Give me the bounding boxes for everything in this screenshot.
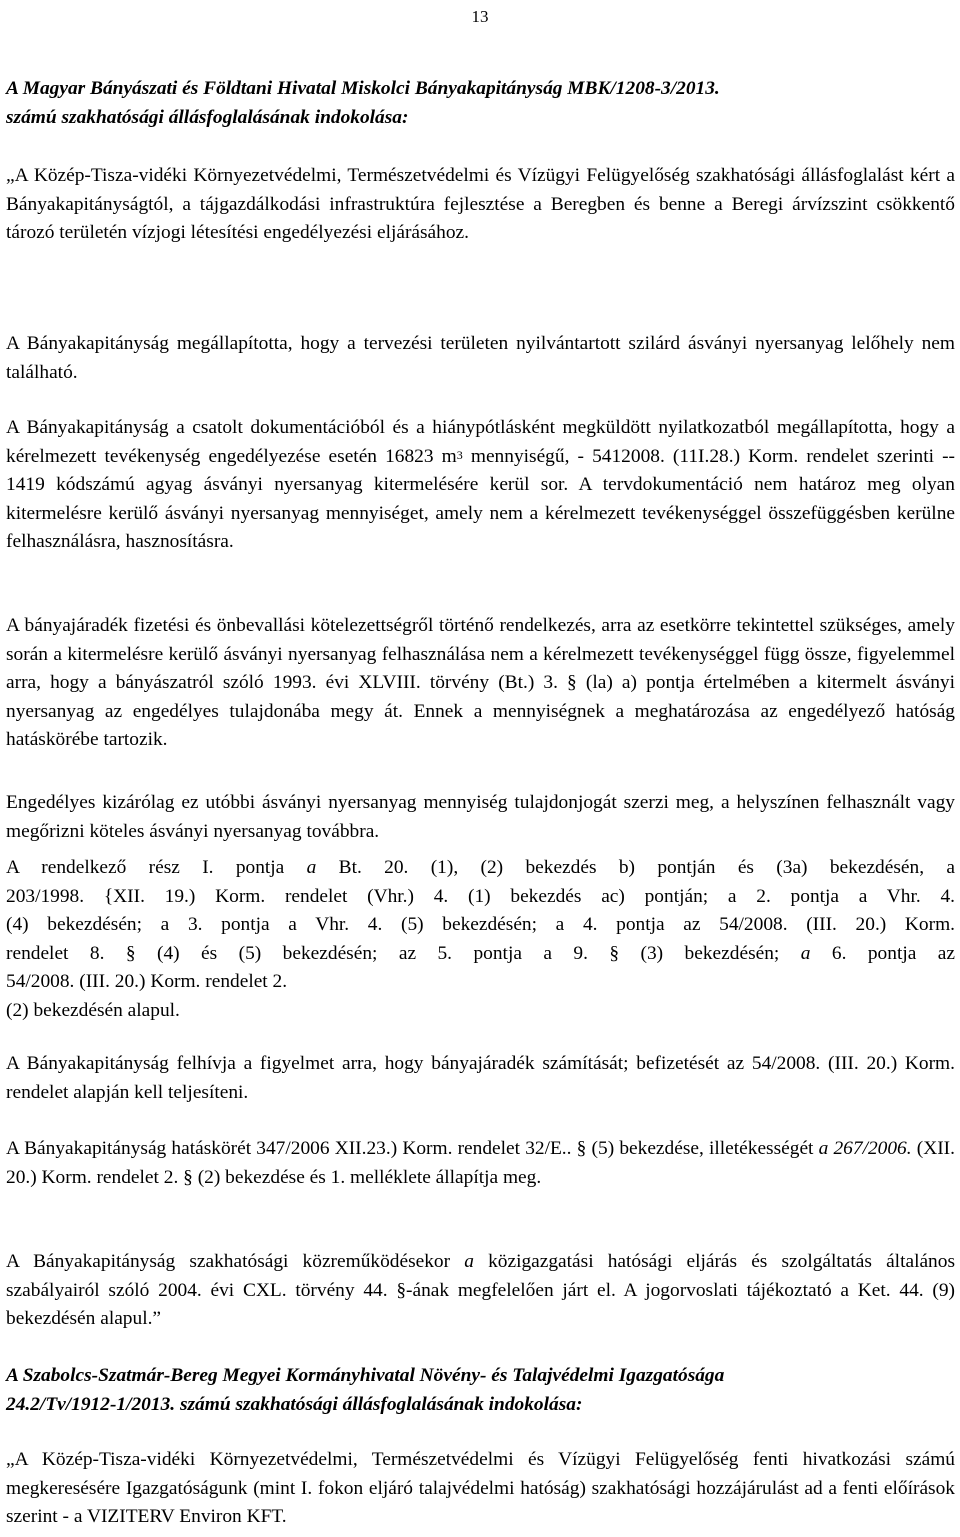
text-line: rendelet 8. § (4) és (5) bekezdésén; az 5. pontja a 9. § (3) bekezdésén; a 6. pontja az	[6, 942, 955, 964]
text-line: (2) bekezdésén alapul.	[6, 999, 180, 1021]
paragraph-competence: A Bányakapitányság hatáskörét 347/2006 XII.23.) Korm. rendelet 32/E.. § (5) bekezdése, illetékességét a 267/2006. (XII. 20.) Korm. rendelet 2. § (2) bekezdése és 1. melléklete állapítja meg.	[6, 1138, 955, 1188]
text-line: 203/1998. {XII. 19.) Korm. rendelet (Vhr.) 4. (1) bekezdés ac) pontján; a 2. pontja a Vhr. 4.	[6, 885, 955, 907]
paragraph-ownership: Engedélyes kizárólag ez utóbbi ásványi nyersanyag mennyiség tulajdonjogát szerzi meg, a helyszínen felhasznált vagy megőrizni köteles ásványi nyersanyag továbbra.	[6, 792, 955, 842]
heading-line: A Szabolcs-Szatmár-Bereg Megyei Kormányhivatal Növény- és Talajvédelmi Igazgatósága	[6, 1365, 725, 1386]
paragraph-extraction: A Bányakapitányság a csatolt dokumentációból és a hiánypótlásként megküldött nyilatkozatból megállapította, hogy a kérelmezett tevékenység engedélyezése esetén 16823 $m^3$ mennyiségű, - 5412008. (11I.28.) Korm. rendelet szerinti -- 1419 kódszámú agyag ásványi nyersanyag kitermelésére kerül sor. A tervdokumentáció nem határoz meg olyan kitermelésre kerülő ásványi nyersanyag mennyiséget, amely nem a kérelmezett tevékenységgel összefüggésben kerülne felhasználásra, hasznosításra.	[6, 417, 955, 553]
paragraph-ket-reference: A Bányakapitányság szakhatósági közreműködésekor a közigazgatási hatósági eljárás és szolgáltatás általános szabályairól szóló 2004. évi CXL. törvény 44. §-ának megfelelően járt el. A jogorvoslati tájékoztató a Ket. 44. (9) bekezdésén alapul.”	[6, 1251, 955, 1330]
text-line: A rendelkező rész I. pontja a Bt. 20. (1), (2) bekezdés b) pontján és (3a) bekezdésén, a	[6, 857, 955, 878]
heading-line: számú szakhatósági állásfoglalásának indokolása:	[6, 106, 409, 128]
paragraph-legal-basis	[6, 854, 955, 1026]
heading-line: 24.2/Tv/1912-1/2013. számú szakhatósági állásfoglalásának indokolása:	[6, 1393, 583, 1415]
section-heading-mbfh	[6, 75, 955, 132]
paragraph-royalty-calculation: A Bányakapitányság felhívja a figyelmet arra, hogy bányajáradék számítását; befizetését az 54/2008. (III. 20.) Korm. rendelet alapján kell teljesíteni.	[6, 1053, 955, 1103]
paragraph-request: „A Közép-Tisza-vidéki Környezetvédelmi, Természetvédelmi és Vízügyi Felügyelőség szakhatósági állásfoglalást kért a Bányakapitányságtól, a tájgazdálkodási infrastruktúra fejlesztése a Beregben és benne a Beregi árvízszint csökkentő tározó területén vízjogi létesítési engedélyezési eljárásához.	[6, 165, 955, 244]
section-heading-kormanyhivatal	[6, 1362, 955, 1419]
text-line: 54/2008. (III. 20.) Korm. rendelet 2.	[6, 971, 288, 993]
paragraph-soil-protection: „A Közép-Tisza-vidéki Környezetvédelmi, Természetvédelmi és Vízügyi Felügyelőség fenti hivatkozási számú megkeresésére Igazgatóságunk (mint I. fokon eljáró talajvédelmi hatóság) szakhatósági hozzájárulást ad a fenti előírások szerint - a VIZITERV Environ KFT.	[6, 1449, 955, 1528]
paragraph-no-deposit: A Bányakapitányság megállapította, hogy a tervezési területen nyilvántartott szilárd ásványi nyersanyag lelőhely nem található.	[6, 333, 955, 383]
superscript-3: 3	[456, 447, 463, 462]
paragraph-royalty: A bányajáradék fizetési és önbevallási kötelezettségről történő rendelkezés, arra az esetkörre tekintettel szükséges, amely során a kitermelésre kerülő ásványi nyersanyag felhasználása nem a kérelmezett tevékenységgel függ össze, figyelemmel arra, hogy a bányászatról szóló 1993. évi XLVIII. törvény (Bt.) 3. § (la) a) pontja értelmében a kitermelt ásványi nyersanyag az engedélyes tulajdonába megy át. Ennek a mennyiségnek a meghatározása az engedélyező hatóság hatáskörébe tartozik.	[6, 615, 955, 751]
text-line: (4) bekezdésén; a 3. pontja a Vhr. 4. (5) bekezdésén; a 4. pontja az 54/2008. (III. 20.) Korm.	[6, 914, 955, 936]
page-number: 13	[471, 7, 489, 26]
heading-line: A Magyar Bányászati és Földtani Hivatal Miskolci Bányakapitányság MBK/1208-3/2013.	[6, 78, 720, 99]
